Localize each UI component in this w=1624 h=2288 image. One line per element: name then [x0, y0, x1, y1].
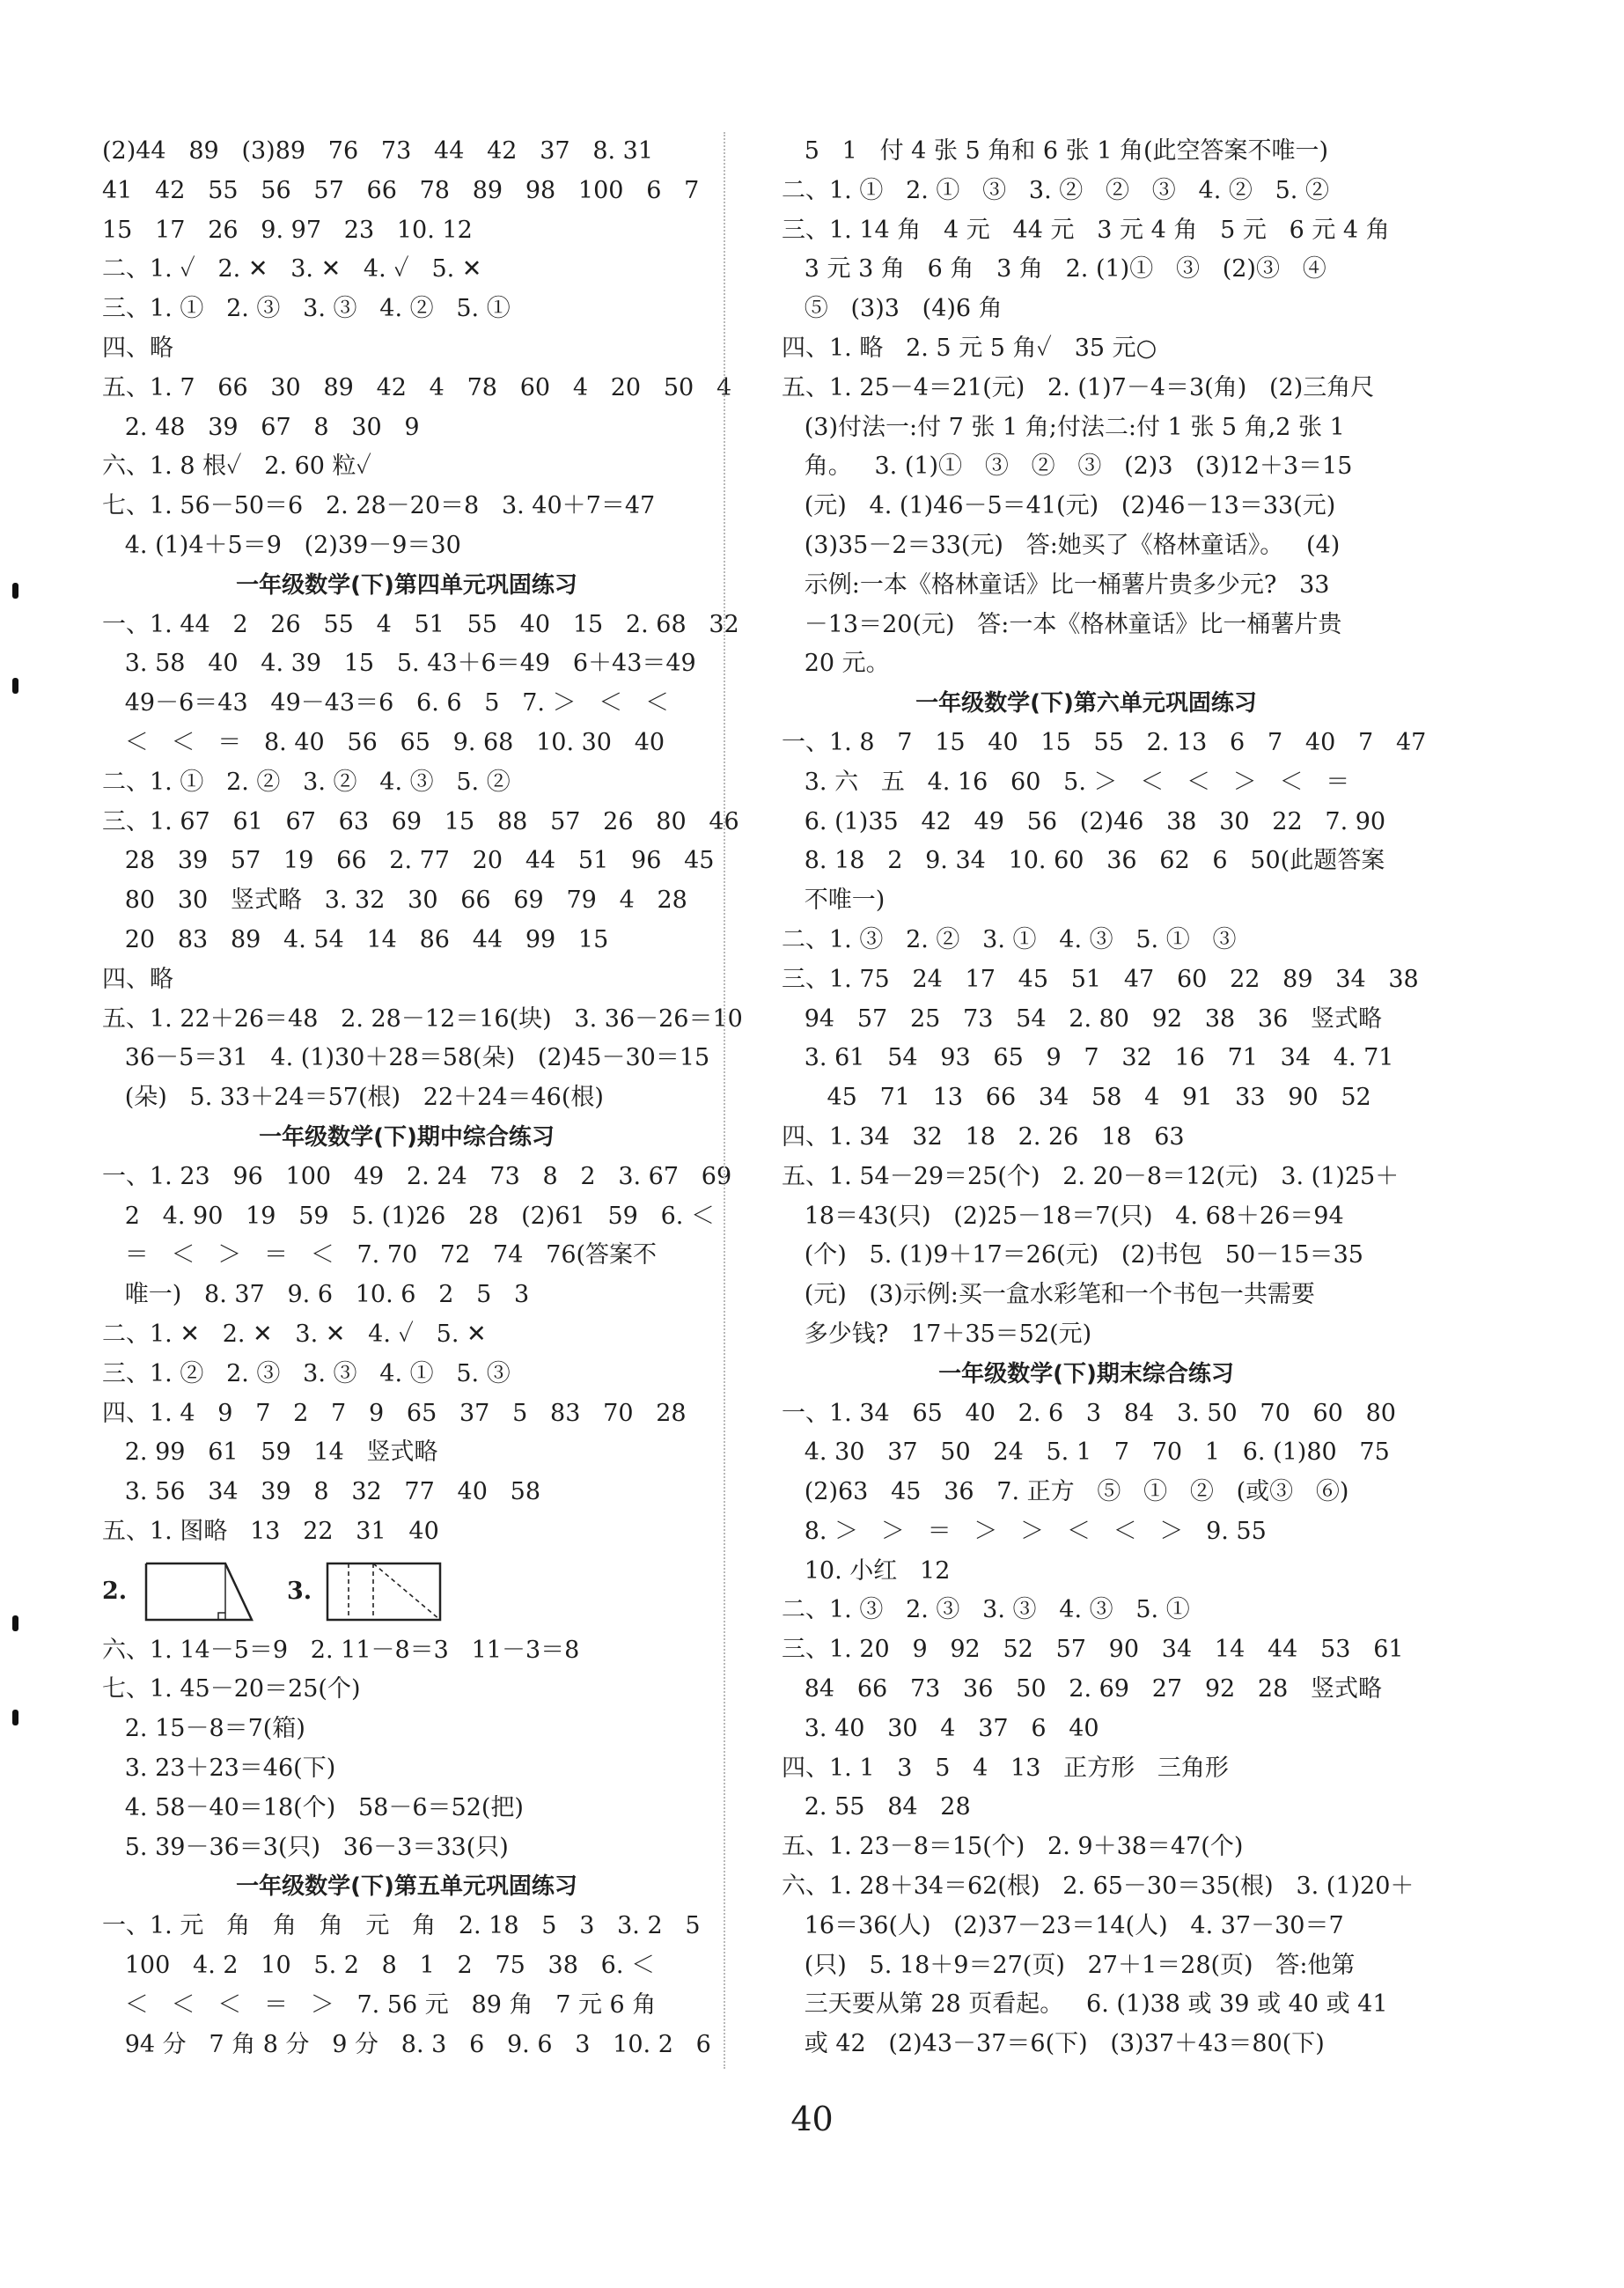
- answer-line: 5 1 付 4 张 5 角和 6 张 1 角(此空答案不唯一): [782, 137, 1329, 165]
- answer-line: 三、1. ② 2. ③ 3. ③ 4. ① 5. ③: [102, 1359, 511, 1387]
- answer-line: 三、1. 67 61 67 63 69 15 88 57 26 80 46: [102, 807, 739, 835]
- answer-line: 3. 61 54 93 65 9 7 32 16 71 34 4. 71: [782, 1044, 1394, 1072]
- answer-line: (朵) 5. 33＋24＝57(根) 22＋24＝46(根): [102, 1084, 604, 1112]
- answer-line: 角。 3. (1)① ③ ② ③ (2)3 (3)12＋3＝15: [782, 452, 1353, 481]
- answer-line: 3. 58 40 4. 39 15 5. 43＋6＝49 6＋43＝49: [102, 650, 696, 678]
- answer-line: 四、1. 略 2. 5 元 5 角✓ 35 元○: [782, 334, 1157, 362]
- answer-figures: [102, 1552, 711, 1631]
- answer-line: 三天要从第 28 页看起。 6. (1)38 或 39 或 40 或 41: [782, 1990, 1388, 2019]
- answer-line: 8. 18 2 9. 34 10. 60 36 62 6 50(此题答案: [782, 847, 1385, 875]
- answer-line: 四、略: [102, 334, 173, 362]
- answer-line: 2. 55 84 28: [782, 1793, 971, 1821]
- figure-label: 3.: [287, 1578, 312, 1606]
- answer-line: 六、1. 28＋34＝62(根) 2. 65－30＝35(根) 3. (1)20＋: [782, 1872, 1415, 1901]
- answer-line: 五、1. 23－8＝15(个) 2. 9＋38＝47(个): [782, 1833, 1244, 1861]
- answer-line: 94 57 25 73 54 2. 80 92 38 36 竖式略: [782, 1004, 1383, 1033]
- answer-line: ＜ ＜ ＜ ＝ ＞ 7. 56 元 89 角 7 元 6 角: [102, 1990, 657, 2019]
- margin-mark: [12, 583, 18, 599]
- answer-line: 41 42 55 56 57 66 78 89 98 100 6 7: [102, 176, 700, 204]
- answer-line: 二、1. ✓ 2. ✕ 3. ✕ 4. ✓ 5. ✕: [102, 255, 482, 283]
- answer-line: 84 66 73 36 50 2. 69 27 92 28 竖式略: [782, 1675, 1383, 1703]
- answer-line: 3. 六 五 4. 16 60 5. ＞ ＜ ＜ ＞ ＜ ＝: [782, 768, 1350, 796]
- answer-line: 二、1. ① 2. ② 3. ② 4. ③ 5. ②: [102, 768, 511, 796]
- section-heading: 一年级数学(下)第五单元巩固练习: [236, 1873, 577, 1901]
- answer-line: (2)44 89 (3)89 76 73 44 42 37 8. 31: [102, 137, 654, 165]
- margin-mark: [12, 1710, 18, 1725]
- answer-line: 五、1. 7 66 30 89 42 4 78 60 4 20 50 4: [102, 373, 732, 401]
- answer-line: ＝ ＜ ＞ ＝ ＜ 7. 70 72 74 76(答案不: [102, 1241, 658, 1269]
- answer-line: 8. ＞ ＞ ＝ ＞ ＞ ＜ ＜ ＞ 9. 55: [782, 1517, 1267, 1545]
- answer-line: 示例:一本《格林童话》比一桶薯片贵多少元? 33: [782, 570, 1330, 599]
- answer-line: 36－5＝31 4. (1)30＋28＝58(朵) (2)45－30＝15: [102, 1044, 710, 1072]
- answer-line: 五、1. 22＋26＝48 2. 28－12＝16(块) 3. 36－26＝10: [102, 1004, 743, 1033]
- answer-line: 三、1. 14 角 4 元 44 元 3 元 4 角 5 元 6 元 4 角: [782, 216, 1390, 244]
- answer-line: 四、1. 4 9 7 2 7 9 65 37 5 83 70 28: [102, 1399, 687, 1427]
- answer-line: 3. 23＋23＝46(下): [102, 1755, 336, 1783]
- answer-line: 六、1. 14－5＝9 2. 11－8＝3 11－3＝8: [102, 1636, 580, 1664]
- answer-line: 一、1. 34 65 40 2. 6 3 84 3. 50 70 60 80: [782, 1399, 1396, 1427]
- answer-line: 三、1. 20 9 92 52 57 90 34 14 44 53 61: [782, 1636, 1404, 1664]
- answer-line: 18＝43(只) (2)25－18＝7(只) 4. 68＋26＝94: [782, 1202, 1344, 1230]
- answer-line: 45 71 13 66 34 58 4 91 33 90 52: [782, 1084, 1371, 1112]
- answer-line: 94 分 7 角 8 分 9 分 8. 3 6 9. 6 3 10. 2 6: [102, 2030, 711, 2058]
- section-heading: 一年级数学(下)第六单元巩固练习: [915, 690, 1257, 717]
- answer-line: 三、1. 75 24 17 45 51 47 60 22 89 34 38: [782, 965, 1419, 993]
- answer-line: 四、略: [102, 965, 173, 993]
- answer-line: 5. 39－36＝3(只) 36－3＝33(只): [102, 1833, 509, 1861]
- answer-line: 一、1. 元 角 角 角 元 角 2. 18 5 3 3. 2 5: [102, 1912, 701, 1940]
- section-heading: 一年级数学(下)期末综合练习: [938, 1360, 1234, 1387]
- rectangle-divided-figure: [322, 1556, 445, 1627]
- answer-line: 3 元 3 角 6 角 3 角 2. (1)① ③ (2)③ ④: [782, 255, 1326, 283]
- answer-line: (3)付法一:付 7 张 1 角;付法二:付 1 张 5 角,2 张 1: [782, 413, 1345, 441]
- answer-line: 六、1. 8 根✓ 2. 60 粒✓: [102, 452, 371, 481]
- answer-line: 2. 15－8＝7(箱): [102, 1715, 305, 1743]
- left-column: [102, 132, 743, 2064]
- answer-line: 16＝36(人) (2)37－23＝14(人) 4. 37－30＝7: [782, 1911, 1344, 1939]
- answer-line: 二、1. ① 2. ① ③ 3. ② ② ③ 4. ② 5. ②: [782, 176, 1329, 204]
- answer-line: 二、1. ③ 2. ③ 3. ③ 4. ③ 5. ①: [782, 1596, 1190, 1624]
- answer-line: 五、1. 图略 13 22 31 40: [102, 1517, 439, 1545]
- answer-line: －13＝20(元) 答:一本《格林童话》比一桶薯片贵: [782, 610, 1342, 638]
- answer-line: ＜ ＜ ＝ 8. 40 56 65 9. 68 10. 30 40: [102, 728, 665, 756]
- answer-line: 2. 99 61 59 14 竖式略: [102, 1438, 438, 1467]
- answer-line: 或 42 (2)43－37＝6(下) (3)37＋43＝80(下): [782, 2030, 1325, 2058]
- answer-line: 4. 58－40＝18(个) 58－6＝52(把): [102, 1793, 524, 1821]
- answer-line: 20 元。: [782, 650, 890, 678]
- answer-line: 唯一) 8. 37 9. 6 10. 6 2 5 3: [102, 1281, 530, 1309]
- margin-mark: [12, 678, 18, 694]
- section-heading: 一年级数学(下)期中综合练习: [259, 1123, 555, 1151]
- answer-line: 2 4. 90 19 59 5. (1)26 28 (2)61 59 6. ＜: [102, 1202, 715, 1230]
- answer-line: 多少钱? 17＋35＝52(元): [782, 1320, 1092, 1348]
- figure-label: 2.: [102, 1578, 128, 1606]
- answer-line: 一、1. 23 96 100 49 2. 24 73 8 2 3. 67 69: [102, 1162, 732, 1190]
- answer-line: 10. 小红 12: [782, 1556, 951, 1585]
- answer-line: 二、1. ③ 2. ② 3. ① 4. ③ 5. ① ③: [782, 925, 1237, 953]
- answer-line: 6. (1)35 42 49 56 (2)46 38 30 22 7. 90: [782, 807, 1386, 835]
- page-number: 40: [790, 2100, 834, 2138]
- answer-line: 4. (1)4＋5＝9 (2)39－9＝30: [102, 531, 461, 559]
- answer-line: (个) 5. (1)9＋17＝26(元) (2)书包 50－15＝35: [782, 1241, 1363, 1269]
- answer-line: 100 4. 2 10 5. 2 8 1 2 75 38 6. ＜: [102, 1952, 656, 1980]
- answer-line: 四、1. 34 32 18 2. 26 18 63: [782, 1122, 1185, 1151]
- answer-line: 3. 40 30 4 37 6 40: [782, 1714, 1099, 1742]
- answer-line: 五、1. 54－29＝25(个) 2. 20－8＝12(元) 3. (1)25＋: [782, 1162, 1400, 1190]
- answer-line: 2. 48 39 67 8 30 9: [102, 413, 420, 441]
- answer-line: 15 17 26 9. 97 23 10. 12: [102, 216, 473, 244]
- trapezoid-figure: [137, 1556, 261, 1627]
- answer-line: 三、1. ① 2. ③ 3. ③ 4. ② 5. ①: [102, 295, 511, 323]
- answer-line: 80 30 竖式略 3. 32 30 66 69 79 4 28: [102, 887, 687, 915]
- answer-line: 20 83 89 4. 54 14 86 44 99 15: [102, 925, 609, 953]
- answer-line: 28 39 57 19 66 2. 77 20 44 51 96 45: [102, 847, 715, 875]
- answer-line: (元) (3)示例:买一盒水彩笔和一个书包一共需要: [782, 1281, 1315, 1309]
- answer-line: 五、1. 25－4＝21(元) 2. (1)7－4＝3(角) (2)三角尺: [782, 373, 1375, 401]
- column-divider: [724, 132, 725, 2069]
- answer-line: (3)35－2＝33(元) 答:她买了《格林童话》。 (4): [782, 531, 1341, 559]
- answer-line: (元) 4. (1)46－5＝41(元) (2)46－13＝33(元): [782, 492, 1336, 520]
- answer-line: 3. 56 34 39 8 32 77 40 58: [102, 1478, 540, 1506]
- answer-line: 不唯一): [782, 887, 885, 915]
- answer-line: 4. 30 37 50 24 5. 1 7 70 1 6. (1)80 75: [782, 1438, 1390, 1467]
- answer-line: (2)63 45 36 7. 正方 ⑤ ① ② (或③ ⑥): [782, 1478, 1349, 1506]
- answer-line: 49－6＝43 49－43＝6 6. 6 5 7. ＞ ＜ ＜: [102, 689, 670, 717]
- right-column: [782, 132, 1427, 2064]
- margin-mark: [12, 1615, 18, 1631]
- answer-line: 一、1. 8 7 15 40 15 55 2. 13 6 7 40 7 47: [782, 728, 1427, 756]
- answer-line: 一、1. 44 2 26 55 4 51 55 40 15 2. 68 32: [102, 610, 739, 638]
- answer-line: 四、1. 1 3 5 4 13 正方形 三角形: [782, 1754, 1229, 1782]
- section-heading: 一年级数学(下)第四单元巩固练习: [236, 571, 577, 599]
- answer-line: ⑤ (3)3 (4)6 角: [782, 295, 1003, 323]
- answer-line: 七、1. 45－20＝25(个): [102, 1675, 361, 1703]
- answer-line: 七、1. 56－50＝6 2. 28－20＝8 3. 40＋7＝47: [102, 492, 656, 520]
- answer-line: (只) 5. 18＋9＝27(页) 27＋1＝28(页) 答:他第: [782, 1951, 1356, 1979]
- answer-line: 二、1. ✕ 2. ✕ 3. ✕ 4. ✓ 5. ✕: [102, 1320, 487, 1348]
